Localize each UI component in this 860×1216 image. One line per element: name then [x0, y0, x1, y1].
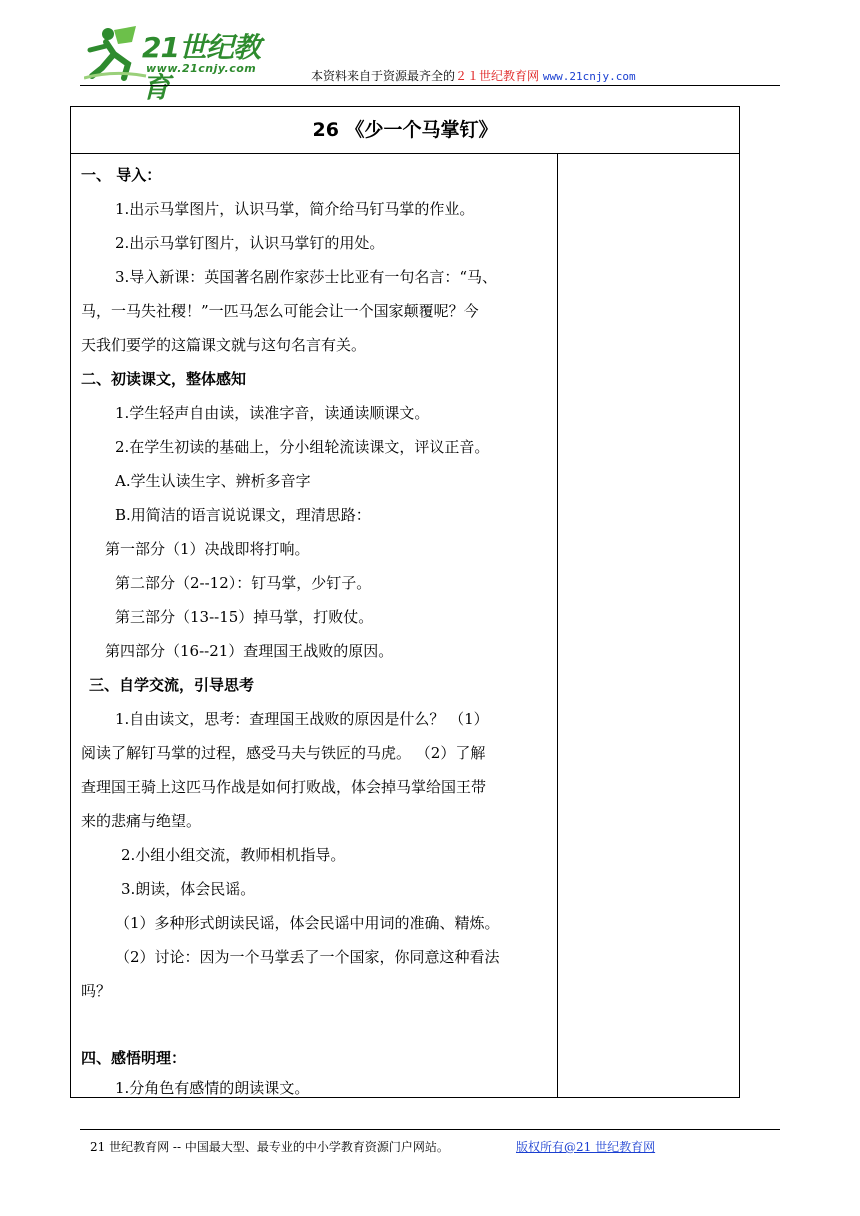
lesson-title: 26 《少一个马掌钉》	[71, 107, 739, 154]
logo-wordmark: 21世纪教育	[142, 31, 260, 104]
section-heading-first-reading: 二、初读课文，整体感知	[81, 370, 247, 388]
content-line: 第四部分（16--21）查理国王战败的原因。	[105, 642, 394, 660]
page-header	[0, 0, 860, 104]
content-line: 3.导入新课：英国著名剧作家莎士比亚有一句名言：“马、	[115, 268, 497, 286]
logo-url: www.21cnjy.com	[146, 62, 257, 75]
content-line: 马，一马失社稷！”一匹马怎么可能会让一个国家颠覆呢？今	[81, 302, 479, 320]
section-heading-self-study: 三、自学交流，引导思考	[89, 676, 255, 694]
section-heading-intro: 一、 导入：	[81, 166, 162, 184]
content-line: 1.出示马掌图片，认识马掌，简介给马钉马掌的作业。	[115, 200, 475, 218]
header-note-prefix: 本资料来自于资源最齐全的	[311, 69, 456, 83]
header-divider	[80, 85, 780, 86]
content-line: 2.在学生初读的基础上，分小组轮流读课文，评议正音。	[115, 438, 490, 456]
footer-copyright-link[interactable]: 版权所有@21 世纪教育网	[516, 1140, 656, 1154]
footer-site-description: 21 世纪教育网 -- 中国最大型、最专业的中小学教育资源门户网站。	[90, 1140, 449, 1154]
content-line: 3.朗读，体会民谣。	[121, 880, 256, 898]
header-source-note	[311, 67, 636, 84]
runner-logo-icon	[84, 24, 148, 82]
column-divider	[557, 153, 558, 1097]
content-line: B.用简洁的语言说说课文，理清思路：	[115, 506, 371, 524]
header-site-name[interactable]: ２１世纪教育网	[455, 69, 540, 83]
header-site-url[interactable]: www.21cnjy.com	[542, 70, 636, 83]
site-logo[interactable]	[84, 24, 284, 104]
lesson-content	[71, 153, 557, 1097]
content-line: 来的悲痛与绝望。	[81, 812, 202, 830]
content-line: 1.学生轻声自由读，读准字音，读通读顺课文。	[115, 404, 430, 422]
content-line: A.学生认读生字、辨析多音字	[115, 472, 311, 490]
content-line: 吗？	[81, 982, 112, 1000]
footer-divider	[80, 1129, 780, 1130]
lesson-table	[70, 106, 740, 1098]
content-line: 阅读了解钉马掌的过程，感受马夫与铁匠的马虎。 （2）了解	[81, 744, 486, 762]
content-line: 第三部分（13--15）掉马掌，打败仗。	[115, 608, 374, 626]
content-line: 天我们要学的这篇课文就与这句名言有关。	[81, 336, 367, 354]
content-line: 2.小组小组交流，教师相机指导。	[121, 846, 346, 864]
content-line: 1.自由读文，思考：查理国王战败的原因是什么？ （1）	[115, 710, 489, 728]
content-line: 查理国王骑上这匹马作战是如何打败战，体会掉马掌给国王带	[81, 778, 487, 796]
content-line: 2.出示马掌钉图片，认识马掌钉的用处。	[115, 234, 385, 252]
content-line: 第一部分（1）决战即将打响。	[105, 540, 310, 558]
content-line: （2）讨论：因为一个马掌丢了一个国家，你同意这种看法	[115, 948, 500, 966]
content-line: 第二部分（2--12）：钉马掌，少钉子。	[115, 574, 372, 592]
content-line: （1）多种形式朗读民谣，体会民谣中用词的准确、精炼。	[115, 914, 500, 932]
content-line: 1.分角色有感情的朗读课文。	[115, 1079, 310, 1097]
section-heading-reflection: 四、感悟明理：	[81, 1049, 187, 1067]
